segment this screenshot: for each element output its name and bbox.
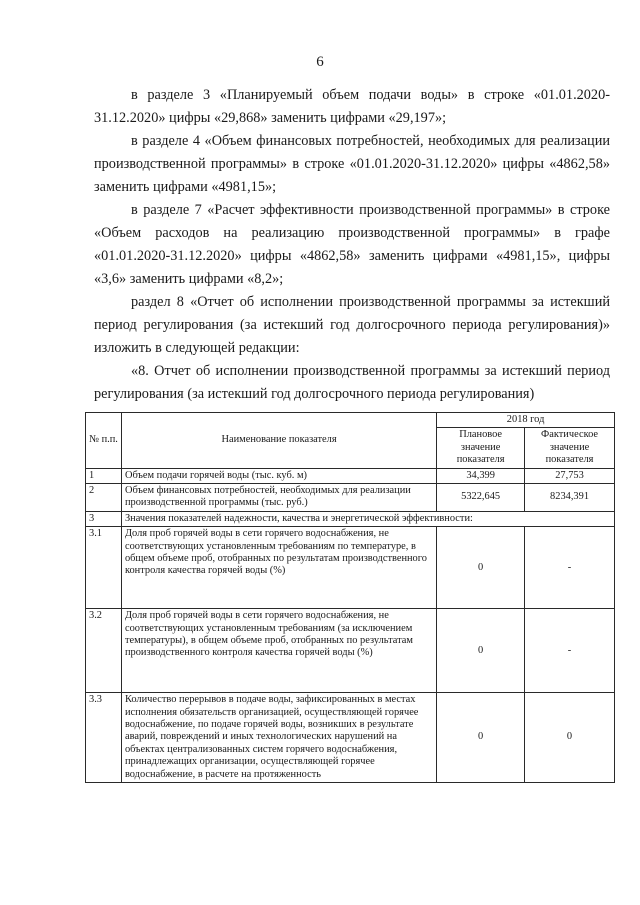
table-row [86, 693, 615, 783]
row-plan: 0 [437, 527, 525, 609]
row-num: 3.3 [86, 693, 122, 783]
header-num: № п.п. [86, 413, 122, 469]
table-row [86, 484, 615, 512]
row-num: 2 [86, 484, 122, 512]
table-row [86, 468, 615, 483]
paragraph-section-8: раздел 8 «Отчет об исполнении производственной программы за истекший период регулирования (за истекший год долгосрочного периода регулирования)» изложить в следующей редакции: [94, 294, 610, 356]
header-year: 2018 год [437, 413, 615, 428]
paragraph-section-7: в разделе 7 «Расчет эффективности производственной программы» в строке «Объем расходов на реализацию производственной программы» в графе «01.01.2020-31.12.2020» цифры «4862,58» заменить цифрами «4981,15», цифры «3,6» заменить цифрами «8,2»; [94, 202, 610, 287]
row-fact: 27,753 [525, 468, 615, 483]
row-plan: 34,399 [437, 468, 525, 483]
row-fact: 8234,391 [525, 484, 615, 512]
row-fact: 0 [525, 693, 615, 783]
report-table [85, 412, 615, 783]
row-plan: 0 [437, 609, 525, 693]
paragraph-section-3: в разделе 3 «Планируемый объем подачи воды» в строке «01.01.2020-31.12.2020» цифры «29,868» заменить цифрами «29,197»; [94, 87, 610, 126]
table-caption: «8. Отчет об исполнении производственной программы за истекший период регулирования (за истекший год долгосрочного периода регулирования) [94, 363, 610, 402]
table-row [86, 527, 615, 609]
paragraph-section-4: в разделе 4 «Объем финансовых потребностей, необходимых для реализации производственной программы» в строке «01.01.2020-31.12.2020» цифры «4862,58» заменить цифрами «4981,15»; [94, 133, 610, 195]
row-name: Доля проб горячей воды в сети горячего водоснабжения, не соответствующих установленным требованиям (за исключением температуры), в общем объеме проб, отобранных по результатам производственного контроля качества горячей воды (%) [121, 609, 436, 693]
row-name: Объем подачи горячей воды (тыс. куб. м) [121, 468, 436, 483]
row-fact: - [525, 609, 615, 693]
row-plan: 5322,645 [437, 484, 525, 512]
section-title: Значения показателей надежности, качества и энергетической эффективности: [121, 511, 614, 526]
row-num: 3.2 [86, 609, 122, 693]
row-name: Количество перерывов в подаче воды, зафиксированных в местах исполнения обязательств организацией, осуществляющей горячее водоснабжение, по подаче горячей воды, возникших в результате аварий, повреждений и иных технологических нарушений на объектах централизованных систем горячего водоснабжения, принадлежащих организации, осуществляющей горячее водоснабжение, в расчете на протяженность [121, 693, 436, 783]
table-row [86, 609, 615, 693]
table-section-row [86, 511, 615, 526]
header-plan: Плановое значение показателя [437, 428, 525, 468]
header-fact: Фактическое значение показателя [525, 428, 615, 468]
row-num: 1 [86, 468, 122, 483]
table-header-row [86, 413, 615, 428]
body-text [94, 84, 610, 406]
header-name: Наименование показателя [121, 413, 436, 469]
row-plan: 0 [437, 693, 525, 783]
row-name: Объем финансовых потребностей, необходимых для реализации производственной программы (тыс. руб.) [121, 484, 436, 512]
page-number: 6 [316, 54, 324, 70]
row-name: Доля проб горячей воды в сети горячего водоснабжения, не соответствующих установленным требованиям по температуре, в общем объеме проб, отобранных по результатам производственного контроля качества горячей воды (%) [121, 527, 436, 609]
row-num: 3 [86, 511, 122, 526]
row-fact: - [525, 527, 615, 609]
row-num: 3.1 [86, 527, 122, 609]
